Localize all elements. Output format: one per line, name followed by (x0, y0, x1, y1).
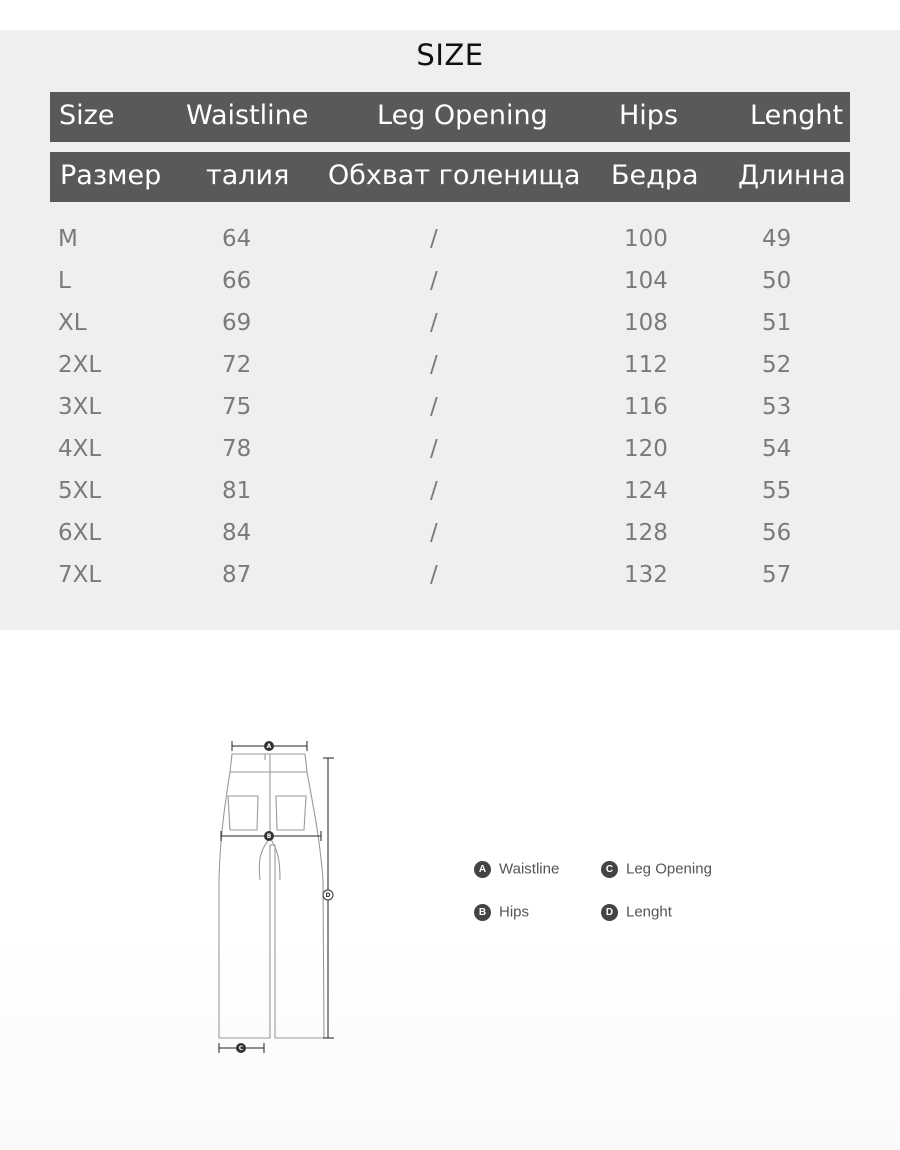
cell-leg-opening: / (430, 436, 438, 462)
header-length: Lenght (750, 100, 844, 131)
legend-label-leg-opening: Leg Opening (626, 860, 712, 878)
header-hips: Hips (619, 100, 679, 131)
pants-back-pocket-left (228, 796, 258, 830)
cell-waistline: 69 (222, 310, 252, 336)
cell-waistline: 87 (222, 562, 252, 588)
cell-leg-opening: / (430, 520, 438, 546)
header-size: Size (59, 100, 115, 131)
cell-leg-opening: / (430, 562, 438, 588)
legend-item-length (601, 903, 672, 921)
table-row (50, 388, 850, 430)
cell-length: 57 (762, 562, 792, 588)
table-row (50, 262, 850, 304)
header-leg-opening-ru: Обхват голенища (328, 160, 581, 191)
table-row (50, 304, 850, 346)
marker-d-label: D (325, 892, 331, 899)
header-row-russian (50, 152, 850, 202)
cell-size: XL (58, 310, 87, 336)
pants-belt-loop (265, 754, 270, 772)
cell-size: 3XL (58, 394, 102, 420)
cell-size: L (58, 268, 71, 294)
pants-back-pocket-right (276, 796, 306, 830)
bottom-background (0, 940, 900, 1150)
pants-diagram (200, 730, 360, 1070)
cell-waistline: 84 (222, 520, 252, 546)
table-row (50, 556, 850, 598)
cell-length: 56 (762, 520, 792, 546)
cell-size: 2XL (58, 352, 102, 378)
cell-hips: 112 (624, 352, 668, 378)
cell-waistline: 72 (222, 352, 252, 378)
cell-waistline: 64 (222, 226, 252, 252)
header-hips-ru: Бедра (611, 160, 699, 191)
header-size-ru: Размер (60, 160, 162, 191)
header-length-ru: Длинна (738, 160, 846, 191)
cell-leg-opening: / (430, 478, 438, 504)
cell-size: 5XL (58, 478, 102, 504)
cell-waistline: 81 (222, 478, 252, 504)
cell-length: 55 (762, 478, 792, 504)
cell-length: 53 (762, 394, 792, 420)
legend-item-leg-opening (601, 860, 712, 878)
cell-leg-opening: / (430, 352, 438, 378)
cell-leg-opening: / (430, 394, 438, 420)
cell-leg-opening: / (430, 226, 438, 252)
legend-badge-b: B (474, 904, 491, 921)
cell-hips: 124 (624, 478, 668, 504)
cell-size: 6XL (58, 520, 102, 546)
cell-leg-opening: / (430, 310, 438, 336)
legend-badge-a: A (474, 861, 491, 878)
legend-item-hips (474, 903, 529, 921)
cell-length: 50 (762, 268, 792, 294)
legend-badge-c: C (601, 861, 618, 878)
cell-length: 54 (762, 436, 792, 462)
marker-c-label: C (238, 1045, 244, 1052)
header-waistline: Waistline (186, 100, 309, 131)
cell-hips: 116 (624, 394, 668, 420)
cell-size: M (58, 226, 78, 252)
header-row-english (50, 92, 850, 142)
pants-waistband (230, 754, 307, 772)
table-row (50, 220, 850, 262)
cell-waistline: 66 (222, 268, 252, 294)
cell-waistline: 78 (222, 436, 252, 462)
cell-length: 49 (762, 226, 792, 252)
marker-b-label: B (266, 833, 272, 840)
cell-hips: 108 (624, 310, 668, 336)
cell-leg-opening: / (430, 268, 438, 294)
cell-hips: 104 (624, 268, 668, 294)
cell-hips: 100 (624, 226, 668, 252)
table-row (50, 346, 850, 388)
page-title: SIZE (416, 38, 484, 72)
legend-badge-d: D (601, 904, 618, 921)
legend-label-hips: Hips (499, 903, 530, 921)
marker-a-label: A (266, 743, 272, 750)
cell-size: 7XL (58, 562, 102, 588)
legend-label-waistline: Waistline (499, 860, 560, 878)
cell-size: 4XL (58, 436, 102, 462)
table-row (50, 472, 850, 514)
pants-outline (219, 772, 324, 1038)
cell-hips: 120 (624, 436, 668, 462)
legend-item-waistline (474, 860, 559, 878)
table-row (50, 514, 850, 556)
header-leg-opening: Leg Opening (377, 100, 548, 131)
cell-waistline: 75 (222, 394, 252, 420)
header-waistline-ru: талия (206, 160, 290, 191)
cell-length: 51 (762, 310, 792, 336)
cell-length: 52 (762, 352, 792, 378)
cell-hips: 128 (624, 520, 668, 546)
legend-label-length: Lenght (626, 903, 672, 921)
table-row (50, 430, 850, 472)
cell-hips: 132 (624, 562, 668, 588)
